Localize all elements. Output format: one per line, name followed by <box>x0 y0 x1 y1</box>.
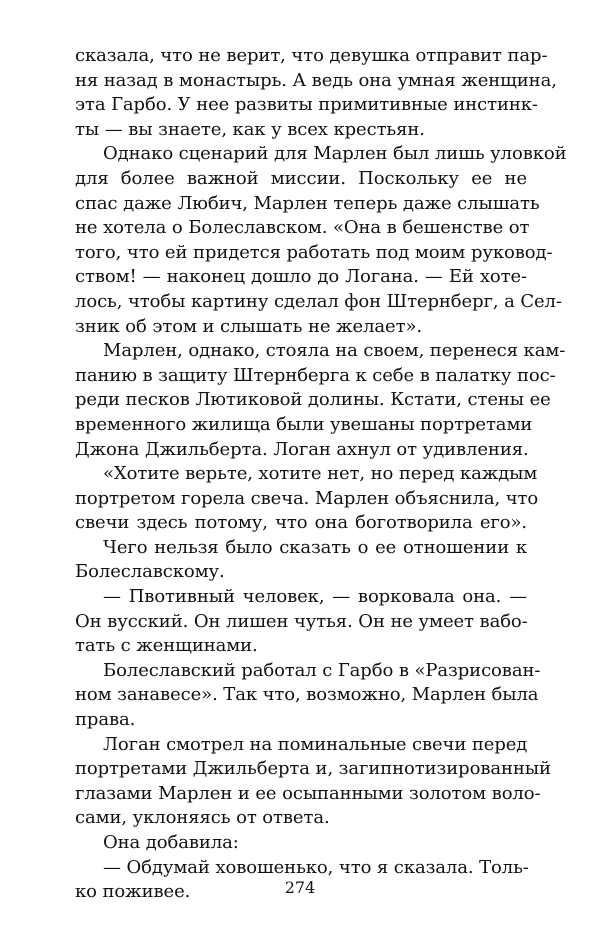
text-line: Чего нельзя было сказать о ее отношении к <box>103 536 527 558</box>
text-line: сами, уклоняясь от ответа. <box>75 807 330 829</box>
text-line: — Обдумай ховошенько, что я сказала. Толь- <box>103 856 529 878</box>
page-number: 274 <box>284 878 316 897</box>
text-line: спас даже Любич, Марлен теперь даже слышать <box>75 192 540 214</box>
text-line: Она добавила: <box>103 832 239 853</box>
text-line: — Пвотивный человек, — ворковала она. — <box>103 586 527 608</box>
text-line: Марлен, однако, стояла на своем, перенеся кам- <box>103 340 566 362</box>
text-line: Болеславскому. <box>75 561 225 583</box>
text-line: зник об этом и слышать не желает». <box>75 315 422 337</box>
text-line: «Хотите верьте, хотите нет, но перед каждым <box>103 463 538 485</box>
text-line: для более важной миссии. Поскольку ее не <box>75 167 527 189</box>
text-line: права. <box>75 709 136 731</box>
text-line: Логан смотрел на поминальные свечи перед <box>103 733 528 755</box>
text-line: ты — вы знаете, как у всех крестьян. <box>75 118 425 140</box>
text-line: эта Гарбо. У нее развиты примитивные инстинк- <box>75 94 538 116</box>
text-line: панию в защиту Штернберга к себе в палатку пос- <box>75 364 556 386</box>
text-line: реди песков Лютиковой долины. Кстати, стены ее <box>75 389 551 411</box>
text-line: свечи здесь потому, что она боготворила его». <box>75 512 527 534</box>
text-line: ко поживее. <box>75 881 191 903</box>
text-line: лось, чтобы картину сделал фон Штернберг, а Сел- <box>75 290 562 312</box>
text-line: сказала, что не верит, что девушка отправит пар- <box>75 45 548 66</box>
page-body-text <box>75 44 567 905</box>
text-line: ном занавесе». Так что, возможно, Марлен была <box>75 684 539 706</box>
text-line: тать с женщинами. <box>75 635 258 657</box>
text-line: Болеславский работал с Гарбо в «Разрисован- <box>103 659 541 681</box>
text-line: не хотела о Болеславском. «Она в бешенстве от <box>75 217 530 239</box>
text-line: Однако сценарий для Марлен был лишь уловкой <box>103 143 567 165</box>
text-line: Он вусский. Он лишен чутья. Он не умеет вабо- <box>75 610 528 632</box>
text-line: того, что ей придется работать под моим руковод- <box>75 241 553 263</box>
text-line: ством! — наконец дошло до Логана. — Ей хоте- <box>75 266 527 288</box>
text-line: глазами Марлен и ее осыпанными золотом воло- <box>75 782 541 804</box>
text-line: Джона Джильберта. Логан ахнул от удивления. <box>75 438 529 460</box>
text-line: портретами Джильберта и, загипнотизированный <box>75 758 551 780</box>
text-line: временного жилища были увешаны портретами <box>75 413 533 435</box>
text-line: ня назад в монастырь. А ведь она умная женщина, <box>75 69 557 91</box>
text-line: портретом горела свеча. Марлен объяснила, что <box>75 487 539 509</box>
